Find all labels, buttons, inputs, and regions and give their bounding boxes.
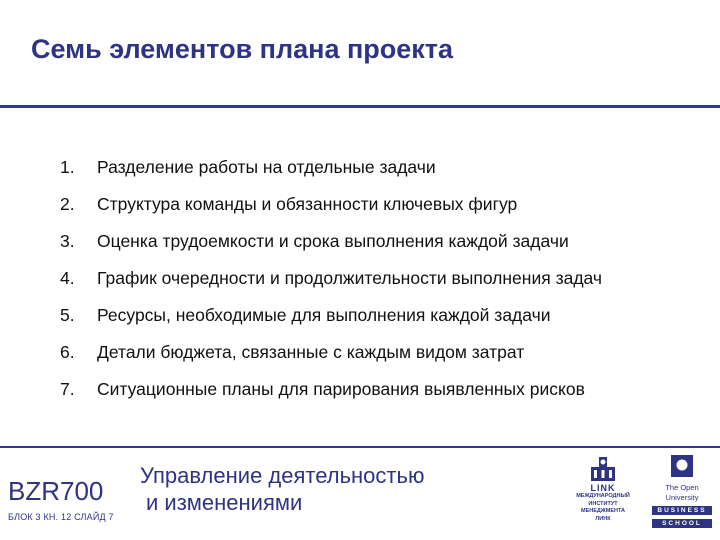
link-emblem-icon (588, 455, 618, 483)
item-text: Ресурсы, необходимые для выполнения каждой задачи (97, 305, 551, 325)
item-text: Ситуационные планы для парирования выявленных рисков (97, 379, 585, 399)
slide-reference: БЛОК 3 КН. 12 СЛАЙД 7 (8, 512, 114, 522)
item-number: 4. (60, 268, 75, 288)
list-item (60, 157, 660, 178)
list-item (60, 194, 660, 215)
ou-name-line2: University (665, 493, 699, 502)
course-title (140, 462, 424, 516)
item-text: Оценка трудоемкости и срока выполнения каждой задачи (97, 231, 569, 251)
list-item (60, 342, 660, 363)
list-item (60, 305, 660, 326)
item-text: График очередности и продолжительности выполнения задач (97, 268, 603, 288)
link-logo-line4: ЛИНК (595, 515, 611, 522)
ou-band-school: SCHOOL (652, 519, 712, 528)
item-number: 1. (60, 157, 75, 177)
link-logo-line1: МЕЖДУНАРОДНЫЙ (576, 493, 630, 499)
item-text: Разделение работы на отдельные задачи (97, 157, 436, 177)
ou-shield-icon (671, 455, 693, 477)
item-number: 2. (60, 194, 75, 214)
link-logo-line3: МЕНЕДЖМЕНТА (581, 508, 625, 514)
course-title-line1: Управление деятельностью (140, 463, 425, 488)
list-item (60, 379, 660, 400)
course-title-line2: и изменениями (146, 490, 303, 515)
ou-name-line1: The Open (665, 483, 699, 492)
item-number: 3. (60, 231, 75, 251)
item-text: Структура команды и обязанности ключевых фигур (97, 194, 518, 214)
course-code: BZR700 (8, 476, 104, 506)
list-item (60, 268, 660, 289)
plan-elements-list (60, 157, 660, 416)
item-number: 6. (60, 342, 75, 362)
footer-divider (0, 446, 720, 448)
ou-band-business: BUSINESS (652, 506, 712, 515)
slide-title: Семь элементов плана проекта (31, 34, 454, 64)
link-logo-word: LINK (590, 483, 616, 493)
open-university-logo (650, 455, 714, 535)
link-institute-logo (568, 455, 638, 537)
link-logo-line2: ИНСТИТУТ (588, 500, 618, 507)
item-text: Детали бюджета, связанные с каждым видом затрат (97, 342, 525, 362)
item-number: 7. (60, 379, 75, 399)
title-divider (0, 105, 720, 108)
item-number: 5. (60, 305, 75, 325)
list-item (60, 231, 660, 252)
